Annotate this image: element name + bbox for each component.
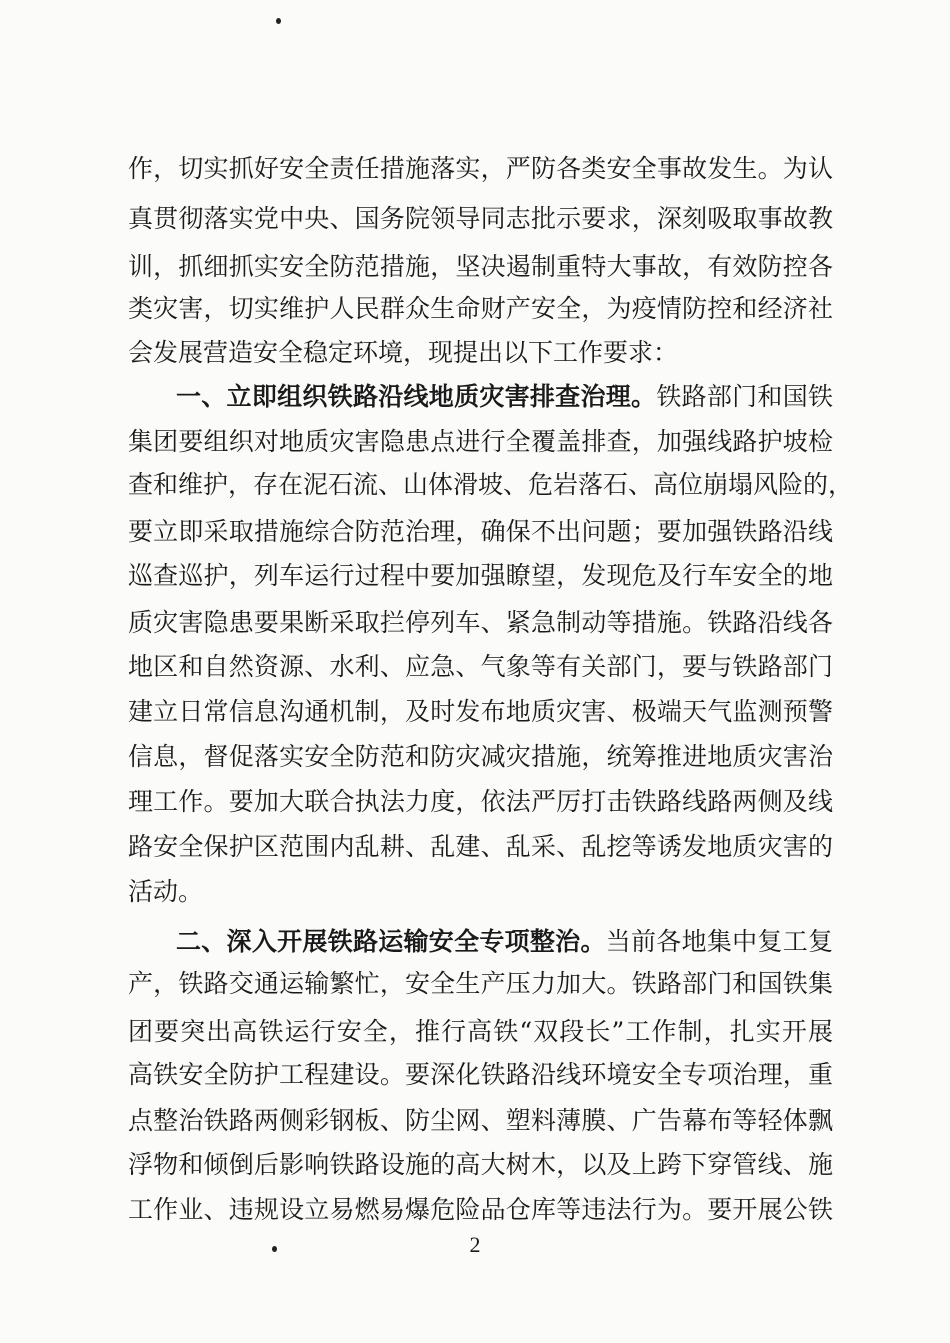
body-line: 质灾害隐患要果断采取拦停列车、紧急制动等措施。铁路沿线各 <box>128 608 833 637</box>
body-line: 查和维护，存在泥石流、山体滑坡、危岩落石、高位崩塌风险的， <box>128 470 854 499</box>
body-line: 路安全保护区范围内乱耕、乱建、乱采、乱挖等诱发地质灾害的 <box>128 832 833 861</box>
body-line: 巡查巡护，列车运行过程中要加强瞭望，发现危及行车安全的地 <box>128 561 833 590</box>
body-line: 训，抓细抓实安全防范措施，坚决遏制重特大事故，有效防控各 <box>128 252 833 281</box>
section-1-first-line <box>176 375 833 419</box>
binding-hole-mark-top <box>276 18 281 24</box>
body-line: 会发展营造安全稳定环境，现提出以下工作要求： <box>128 338 679 367</box>
section-1-first-line-text: 铁路部门和国铁 <box>656 382 833 411</box>
body-line: 浮物和倾倒后影响铁路设施的高大树木，以及上跨下穿管线、施 <box>128 1150 833 1179</box>
body-line: 集团要组织对地质灾害隐患点进行全覆盖排查，加强线路护坡检 <box>128 427 833 456</box>
body-line: 点整治铁路两侧彩钢板、防尘网、塑料薄膜、广告幕布等轻体飘 <box>128 1106 833 1135</box>
body-line: 工作业、违规设立易燃易爆危险品仓库等违法行为。要开展公铁 <box>128 1195 833 1224</box>
section-2-first-line-text: 当前各地集中复工复 <box>605 927 833 956</box>
body-line: 理工作。要加大联合执法力度，依法严厉打击铁路线路两侧及线 <box>128 787 833 816</box>
section-2-heading: 二、深入开展铁路运输安全专项整治。 <box>176 927 606 956</box>
body-line: 信息，督促落实安全防范和防灾减灾措施，统筹推进地质灾害治 <box>128 742 833 771</box>
body-line: 作，切实抓好安全责任措施落实，严防各类安全事故发生。为认 <box>128 154 833 183</box>
body-line: 类灾害，切实维护人民群众生命财产安全，为疫情防控和经济社 <box>128 294 833 323</box>
body-line: 地区和自然资源、水利、应急、气象等有关部门，要与铁路部门 <box>128 652 833 681</box>
body-line: 要立即采取措施综合防范治理，确保不出问题；要加强铁路沿线 <box>128 517 833 546</box>
body-line: 建立日常信息沟通机制，及时发布地质灾害、极端天气监测预警 <box>128 697 833 726</box>
page-number: 2 <box>469 1232 481 1257</box>
section-1-heading: 一、立即组织铁路沿线地质灾害排查治理。 <box>176 382 657 411</box>
body-line: 高铁安全防护工程建设。要深化铁路沿线环境安全专项治理，重 <box>128 1060 833 1089</box>
body-line: 活动。 <box>128 877 204 906</box>
body-line: 产，铁路交通运输繁忙，安全生产压力加大。铁路部门和国铁集 <box>128 969 833 998</box>
body-line: 团要突出高铁运行安全，推行高铁“双段长”工作制，扎实开展 <box>128 1017 833 1046</box>
body-line: 真贯彻落实党中央、国务院领导同志批示要求，深刻吸取事故教 <box>128 204 833 233</box>
section-2-first-line <box>176 920 833 964</box>
